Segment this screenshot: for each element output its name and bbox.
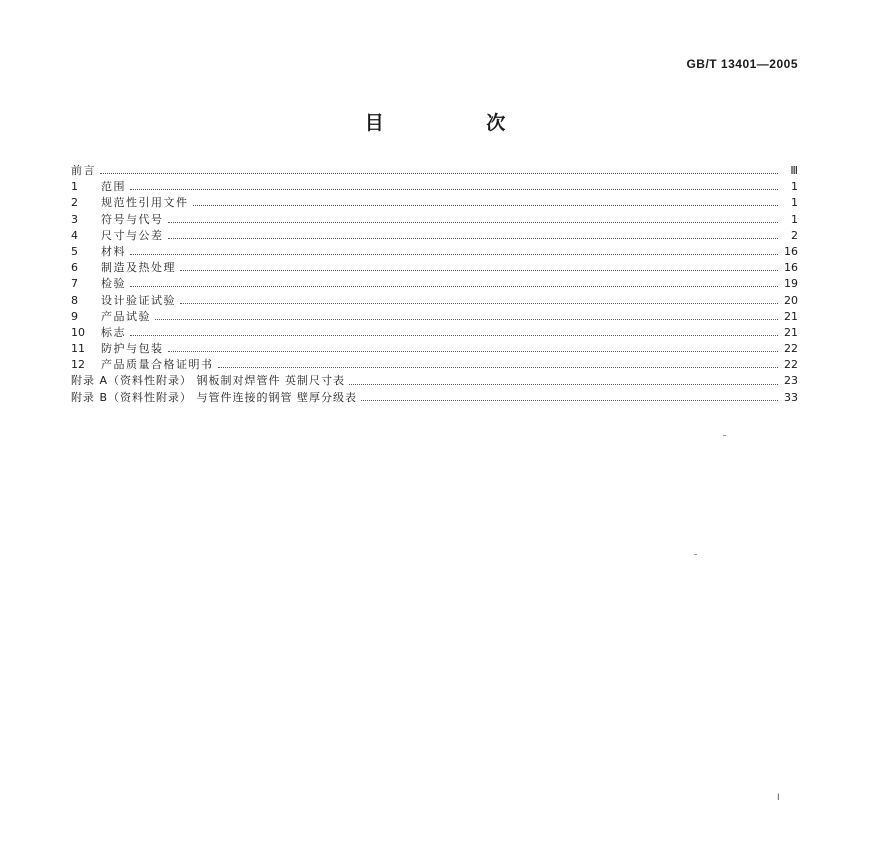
table-of-contents — [71, 163, 798, 406]
toc-label: 范围 — [101, 180, 126, 194]
toc-page: 1 — [791, 196, 798, 210]
toc-leader — [218, 366, 779, 368]
toc-row-8[interactable] — [71, 293, 798, 309]
toc-number: 5 — [71, 244, 78, 258]
toc-label: 前言 — [71, 164, 96, 177]
toc-page: 21 — [784, 325, 798, 339]
toc-number: 11 — [71, 342, 85, 356]
page-title: 目 次 — [364, 112, 554, 134]
scan-speck — [723, 435, 726, 436]
toc-page: 33 — [784, 390, 798, 404]
toc-row-appendix-b[interactable] — [71, 390, 798, 406]
toc-label: 制造及热处理 — [101, 261, 176, 275]
toc-row-6[interactable] — [71, 260, 798, 276]
toc-page: 22 — [784, 358, 798, 372]
toc-row-2[interactable] — [71, 195, 798, 211]
toc-page: 22 — [784, 342, 798, 356]
toc-page: 19 — [784, 277, 798, 291]
toc-label: 材料 — [101, 244, 126, 258]
toc-label: 附录 B（资料性附录） 与管件连接的钢管 壁厚分级表 — [71, 390, 358, 404]
toc-label: 防护与包装 — [101, 342, 164, 356]
toc-page: 16 — [784, 261, 798, 275]
toc-leader — [100, 172, 778, 174]
toc-number: 6 — [71, 261, 78, 275]
toc-page: Ⅲ — [790, 164, 798, 177]
scan-speck — [694, 554, 697, 555]
toc-label: 产品试验 — [101, 309, 151, 323]
toc-leader — [168, 237, 779, 239]
toc-number: 9 — [71, 309, 78, 323]
toc-number: 2 — [71, 196, 78, 210]
toc-row-12[interactable] — [71, 357, 798, 373]
toc-number: 8 — [71, 293, 78, 307]
toc-row-7[interactable] — [71, 276, 798, 292]
toc-row-5[interactable] — [71, 244, 798, 260]
toc-row-11[interactable] — [71, 341, 798, 357]
toc-number: 3 — [71, 212, 78, 226]
standard-code: GB/T 13401—2005 — [686, 57, 798, 71]
toc-leader — [180, 302, 778, 304]
toc-page: 2 — [791, 228, 798, 242]
toc-leader — [130, 285, 778, 287]
toc-row-1[interactable] — [71, 179, 798, 195]
toc-leader — [168, 221, 779, 223]
toc-leader — [349, 383, 778, 385]
toc-page: 23 — [784, 374, 798, 388]
toc-page: 1 — [791, 212, 798, 226]
toc-number: 4 — [71, 228, 78, 242]
toc-row-9[interactable] — [71, 309, 798, 325]
toc-leader — [130, 334, 778, 336]
page-number: I — [777, 793, 780, 803]
toc-number: 12 — [71, 358, 85, 372]
toc-row-4[interactable] — [71, 228, 798, 244]
toc-number: 10 — [71, 325, 85, 339]
toc-leader — [180, 269, 778, 271]
toc-number: 1 — [71, 180, 78, 194]
toc-page: 21 — [784, 309, 798, 323]
toc-label: 规范性引用文件 — [101, 196, 189, 210]
toc-label: 尺寸与公差 — [101, 228, 164, 242]
toc-row-3[interactable] — [71, 212, 798, 228]
toc-row-appendix-a[interactable] — [71, 373, 798, 389]
toc-label: 标志 — [101, 325, 126, 339]
toc-label: 附录 A（资料性附录） 钢板制对焊管件 英制尺寸表 — [71, 374, 346, 388]
toc-leader — [361, 399, 778, 401]
toc-leader — [193, 204, 779, 206]
toc-row-foreword[interactable] — [71, 163, 798, 179]
toc-number: 7 — [71, 277, 78, 291]
toc-row-10[interactable] — [71, 325, 798, 341]
toc-page: 20 — [784, 293, 798, 307]
toc-leader — [155, 318, 778, 320]
toc-leader — [130, 253, 778, 255]
toc-page: 16 — [784, 244, 798, 258]
toc-page: 1 — [791, 180, 798, 194]
toc-label: 检验 — [101, 277, 126, 291]
toc-label: 符号与代号 — [101, 212, 164, 226]
toc-leader — [168, 350, 779, 352]
toc-label: 产品质量合格证明书 — [101, 358, 214, 372]
toc-leader — [130, 188, 778, 190]
toc-label: 设计验证试验 — [101, 293, 176, 307]
